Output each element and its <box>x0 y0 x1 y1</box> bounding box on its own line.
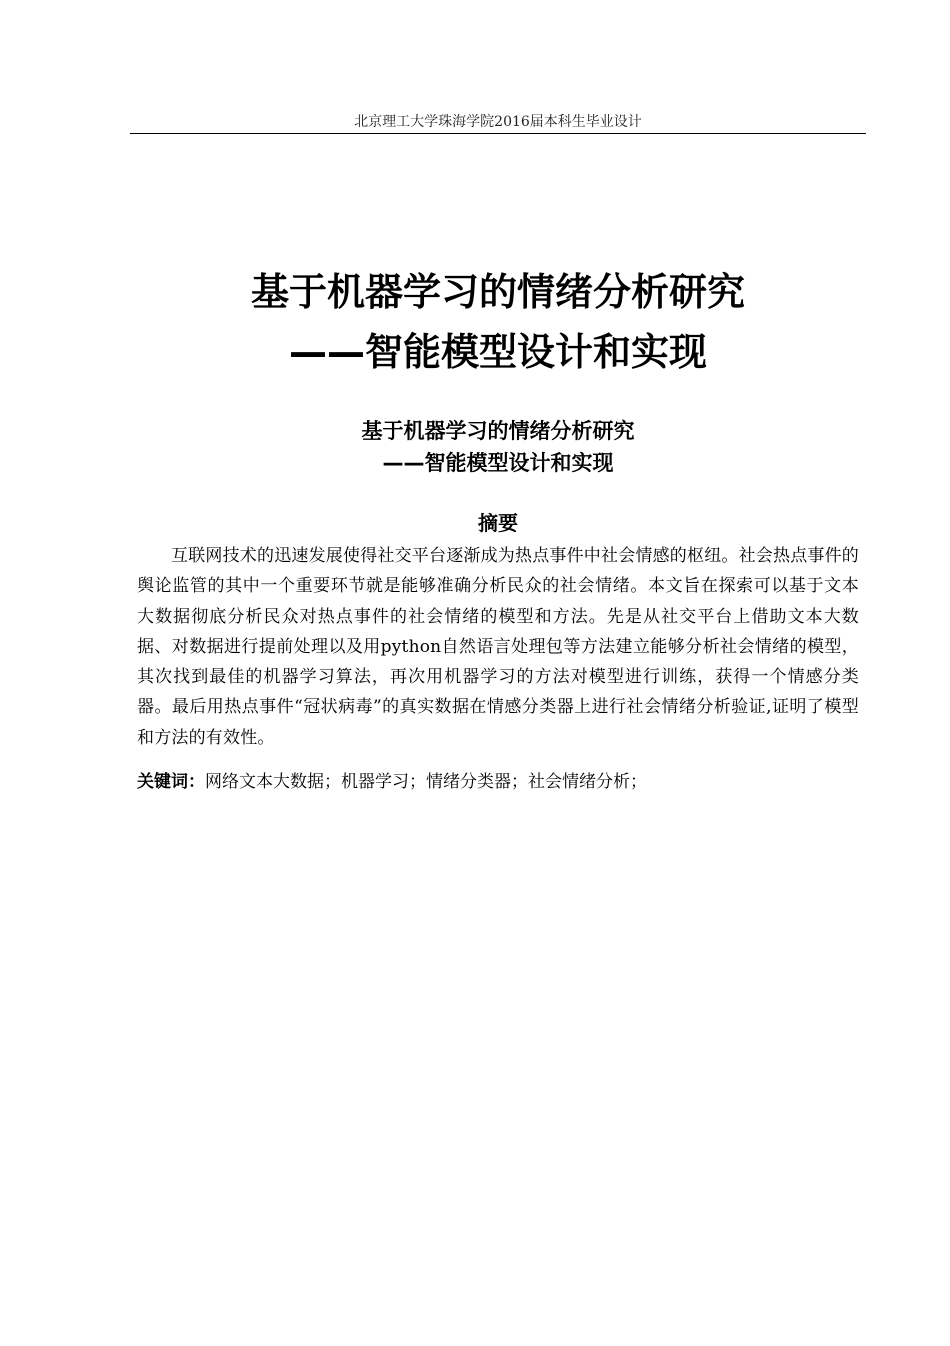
keywords-value: 网络文本大数据；机器学习；情绪分类器；社会情绪分析； <box>205 772 647 792</box>
running-header: 北京理工大学珠海学院2016届本科生毕业设计 <box>354 114 642 130</box>
abstract-heading: 摘要 <box>478 511 518 535</box>
keywords-label: 关键词： <box>137 772 205 792</box>
subtitle-line-1: 基于机器学习的情绪分析研究 <box>361 419 635 443</box>
subtitle-line-2: ——智能模型设计和实现 <box>382 451 614 475</box>
main-title-line-2: ——智能模型设计和实现 <box>288 330 707 374</box>
header-divider <box>130 133 866 134</box>
main-title-line-1: 基于机器学习的情绪分析研究 <box>250 270 745 314</box>
abstract-body: 互联网技术的迅速发展使得社交平台逐渐成为热点事件中社会情感的枢纽。社会热点事件的舆论监管的其中一个重要环节就是能够准确分析民众的社会情绪。本文旨在探索可以基于文本大数据彻底分析民众对热点事件的社会情绪的模型和方法。先是从社交平台上借助文本大数据、对数据进行提前处理以及用python自然语言处理包等方法建立能够分析社会情绪的模型，其次找到最佳的机器学习算法，再次用机器学习的方法对模型进行训练，获得一个情感分类器。最后用热点事件“冠状病毒”的真实数据在情感分类器上进行社会情绪分析验证,证明了模型和方法的有效性。 <box>137 546 859 748</box>
keywords-line <box>137 768 859 796</box>
